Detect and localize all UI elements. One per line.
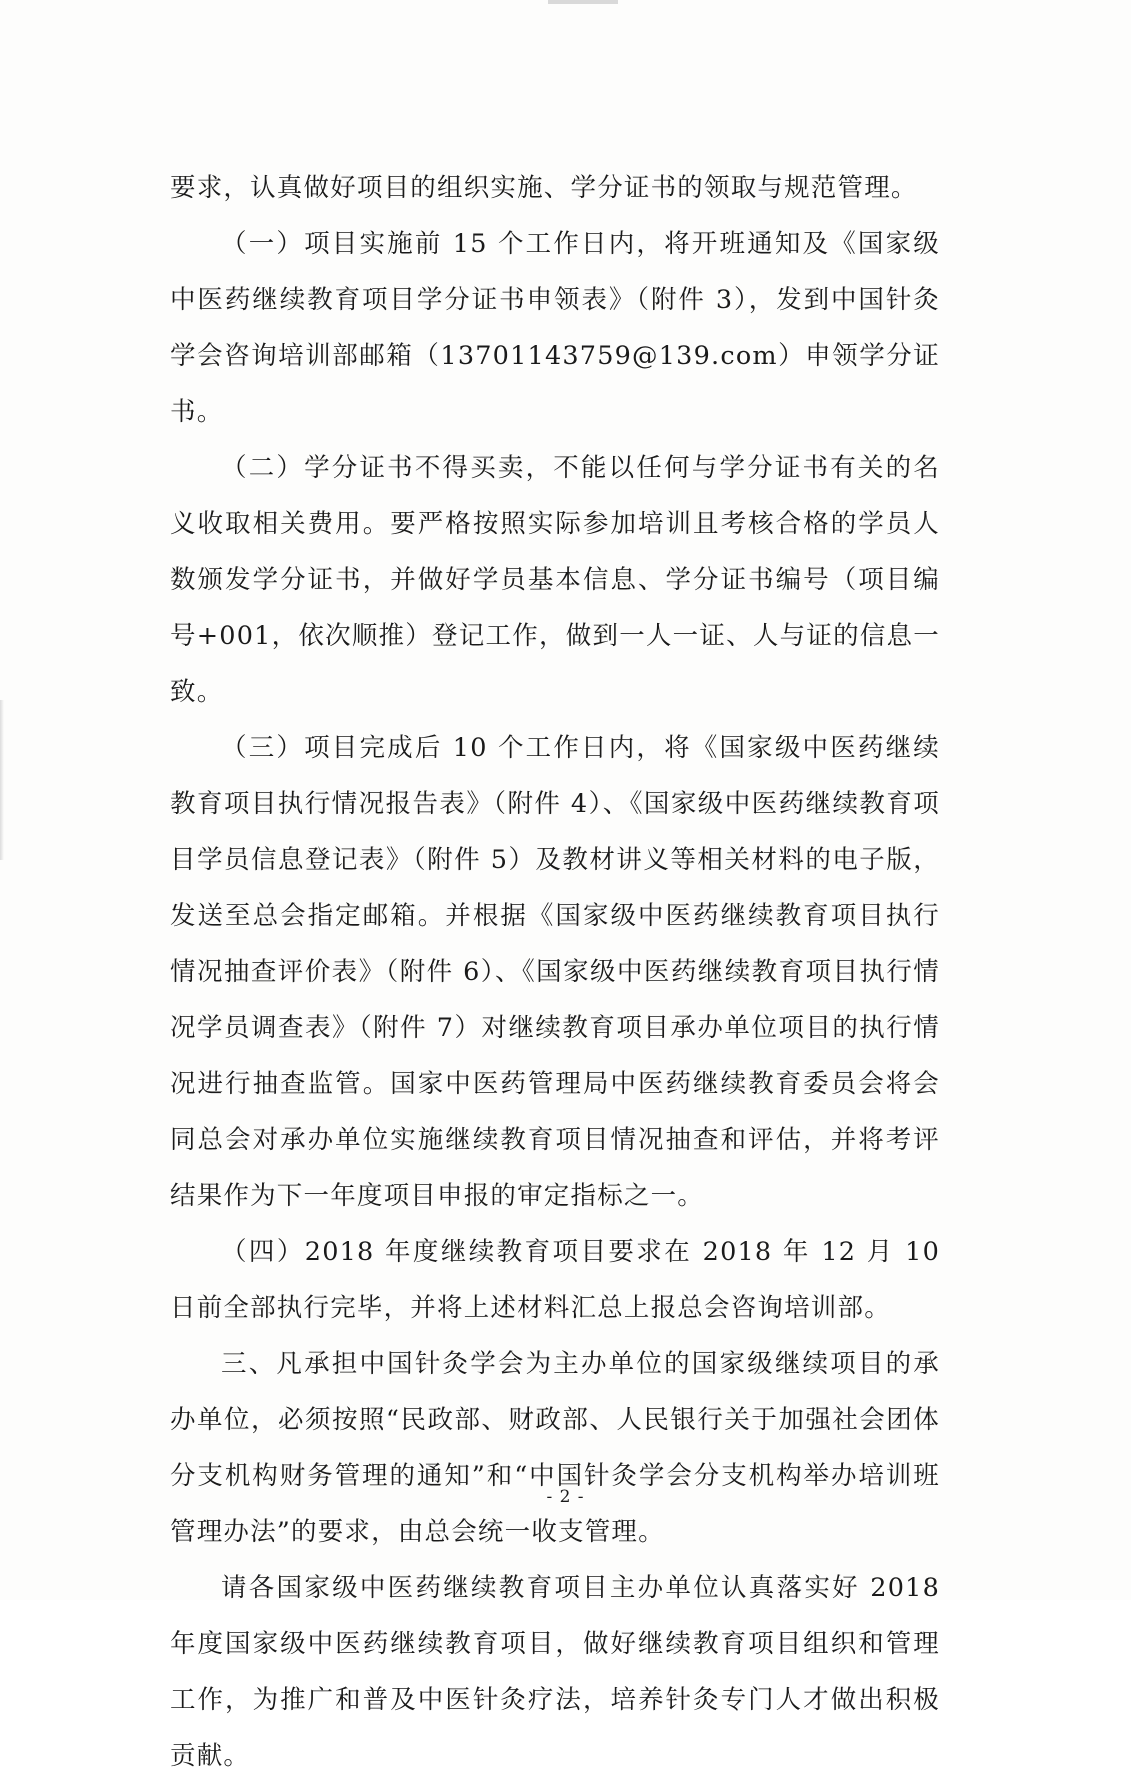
paragraph-continuation: 要求，认真做好项目的组织实施、学分证书的领取与规范管理。 (170, 173, 918, 203)
scan-artifact-top (548, 0, 618, 4)
paragraph-closing: 请各国家级中医药继续教育项目主办单位认真落实好 2018 年度国家级中医药继续教育项目，做好继续教育项目组织和管理工作，为推广和普及中医针灸疗法，培养针灸专门人才做出积极贡献。 (170, 1573, 940, 1771)
paragraph-item-3: （三）项目完成后 10 个工作日内，将《国家级中医药继续教育项目执行情况报告表》（附件 4）、《国家级中医药继续教育项目学员信息登记表》（附件 5）及教材讲义等相关材料的电子版，发送至总会指定邮箱。并根据《国家级中医药继续教育项目执行情况抽查评价表》（附件 6）、《国家级中医药继续教育项目执行情况学员调查表》（附件 7）对继续教育项目承办单位项目的执行情况进行抽查监管。国家中医药管理局中医药继续教育委员会将会同总会对承办单位实施继续教育项目情况抽查和评估，并将考评结果作为下一年度项目申报的审定指标之一。 (170, 733, 940, 1211)
page-number: - 2 - (546, 1487, 585, 1507)
paragraph-item-4: （四）2018 年度继续教育项目要求在 2018 年 12 月 10 日前全部执行完毕，并将上述材料汇总上报总会咨询培训部。 (170, 1237, 940, 1323)
document-body (170, 160, 940, 1784)
paragraph-item-2: （二）学分证书不得买卖，不能以任何与学分证书有关的名义收取相关费用。要严格按照实际参加培训且考核合格的学员人数颁发学分证书，并做好学员基本信息、学分证书编号（项目编号+001，依次顺推）登记工作，做到一人一证、人与证的信息一致。 (170, 453, 940, 707)
paragraph-item-1: （一）项目实施前 15 个工作日内，将开班通知及《国家级中医药继续教育项目学分证书申领表》（附件 3），发到中国针灸学会咨询培训部邮箱（13701143759@139.com）申领学分证书。 (170, 229, 940, 427)
paragraph-section-3: 三、凡承担中国针灸学会为主办单位的国家级继续项目的承办单位，必须按照“民政部、财政部、人民银行关于加强社会团体分支机构财务管理的通知”和“中国针灸学会分支机构举办培训班管理办法”的要求，由总会统一收支管理。 (170, 1349, 940, 1547)
scan-artifact-edge (0, 700, 4, 860)
